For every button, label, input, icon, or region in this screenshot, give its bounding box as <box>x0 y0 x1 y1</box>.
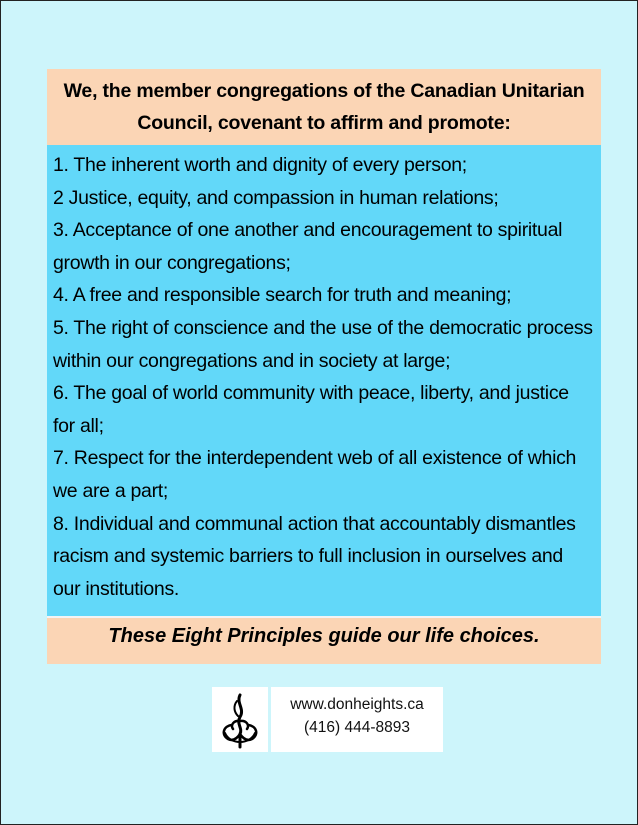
principles-card <box>47 69 601 664</box>
principle-item-4: 4. A free and responsible search for truth and meaning; <box>53 284 512 307</box>
principle-item-2: 2 Justice, equity, and compassion in human relations; <box>53 186 499 209</box>
principle-item-5: 5. The right of conscience and the use of the democratic process within our congregations and in society at large; <box>53 316 593 372</box>
phone-number: (416) 444-8893 <box>304 719 410 736</box>
chalice-icon <box>212 687 268 752</box>
contact-box <box>212 687 443 752</box>
principle-item-7: 7. Respect for the interdependent web of all existence of which we are a part; <box>53 447 577 502</box>
principle-item-6: 6. The goal of world community with peace, liberty, and justice for all; <box>53 382 569 437</box>
contact-info <box>271 693 443 739</box>
principle-item-1: 1. The inherent worth and dignity of every person; <box>53 154 467 176</box>
principle-item-8: 8. Individual and communal action that accountably dismantles racism and systemic barriers to full inclusion in ourselves and our institutions. <box>53 512 576 600</box>
principle-item-3: 3. Acceptance of one another and encouragement to spiritual growth in our congregations; <box>53 219 563 274</box>
principles-list <box>47 145 601 618</box>
covenant-header: We, the member congregations of the Canadian Unitarian Council, covenant to affirm and promote: <box>47 69 601 145</box>
website-link[interactable]: www.donheights.ca <box>290 696 424 713</box>
principles-tagline: These Eight Principles guide our life choices. <box>47 618 601 664</box>
